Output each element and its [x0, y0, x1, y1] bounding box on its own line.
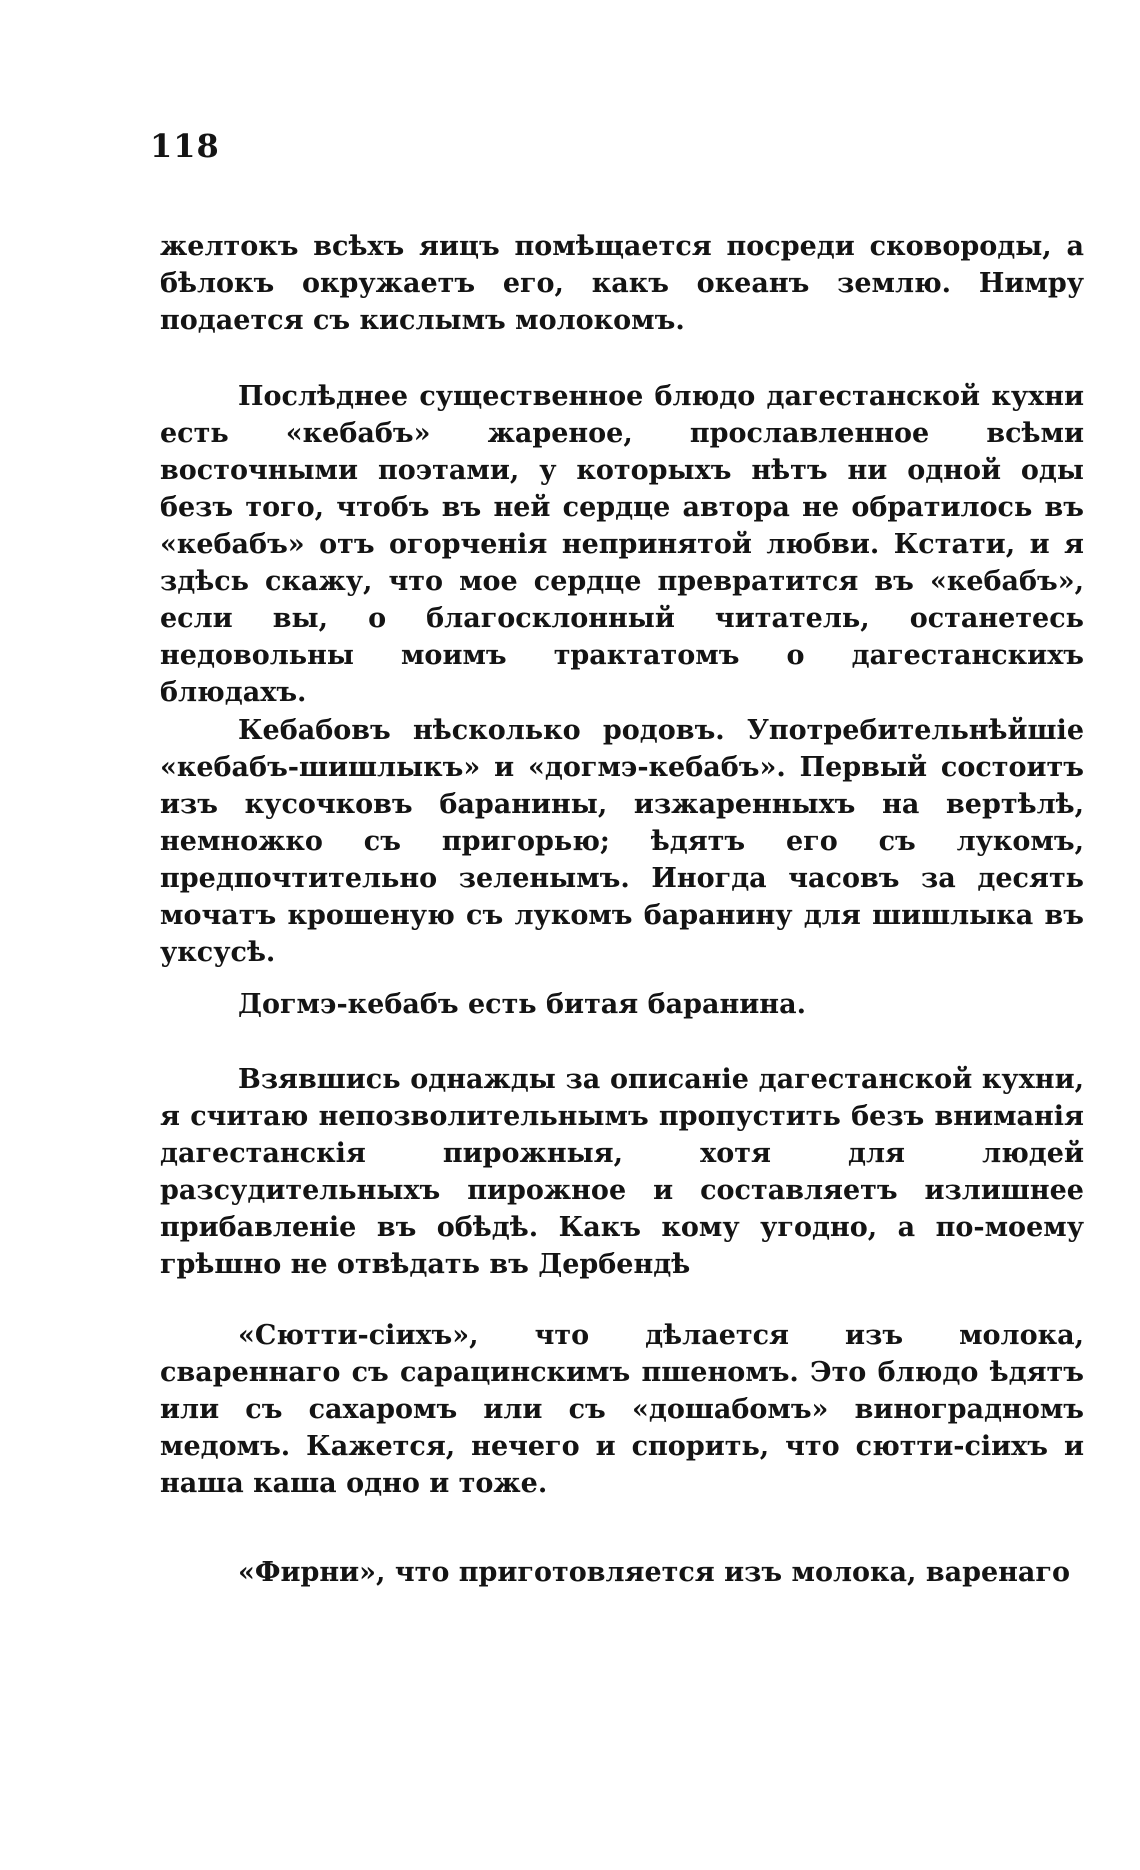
paragraph-firni: «Фирни», что приготовляется изъ молока, варенаго	[238, 1557, 1070, 1588]
paragraph-kebab-kinds: Кебабовъ нѣсколько родовъ. Употребительнѣйшіе «кебабъ-шишлыкъ» и «догмэ-кебабъ». Первый состоитъ изъ кусочковъ баранины, изжаренныхъ на вертѣлѣ, немножко съ пригорью; ѣдятъ его съ лукомъ, предпочтительно зеленымъ. Иногда часовъ за десять мочатъ крошеную съ лукомъ баранину для шишлыка въ уксусѣ.	[160, 715, 1084, 968]
paragraph-sutti-siikh: «Сютти-сіихъ», что дѣлается изъ молока, свареннаго съ сарацинскимъ пшеномъ. Это блюдо ѣдятъ или съ сахаромъ или съ «дошабомъ» виноградномъ медомъ. Кажется, нечего и спорить, что сютти-сіихъ и наша каша одно и тоже.	[160, 1320, 1084, 1499]
paragraph-dogme-kebab: Догмэ-кебабъ есть битая баранина.	[238, 989, 806, 1020]
page-number: 118	[150, 127, 220, 165]
paragraph-pastries: Взявшись однажды за описаніе дагестанской кухни, я считаю непозволительнымъ пропустить безъ вниманія дагестанскія пирожныя, хотя для людей разсудительныхъ пирожное и составляетъ излишнее прибавленіе въ обѣдѣ. Какъ кому угодно, а по-моему грѣшно не отвѣдать въ Дербендѣ	[160, 1064, 1084, 1280]
paragraph-kebab-intro: Послѣднее существенное блюдо дагестанской кухни есть «кебабъ» жареное, прославленное всѣми восточными поэтами, у которыхъ нѣтъ ни одной оды безъ того, чтобъ въ ней сердце автора не обратилось въ «кебабъ» отъ огорченія непринятой любви. Кстати, и я здѣсь скажу, что мое сердце превратится въ «кебабъ», если вы, о благосклонный читатель, останетесь недовольны моимъ трактатомъ о дагестанскихъ блюдахъ.	[160, 381, 1084, 708]
paragraph-continuation: желтокъ всѣхъ яицъ помѣщается посреди сковороды, а бѣлокъ окружаетъ его, какъ океанъ землю. Нимру подается съ кислымъ молокомъ.	[160, 231, 1084, 336]
